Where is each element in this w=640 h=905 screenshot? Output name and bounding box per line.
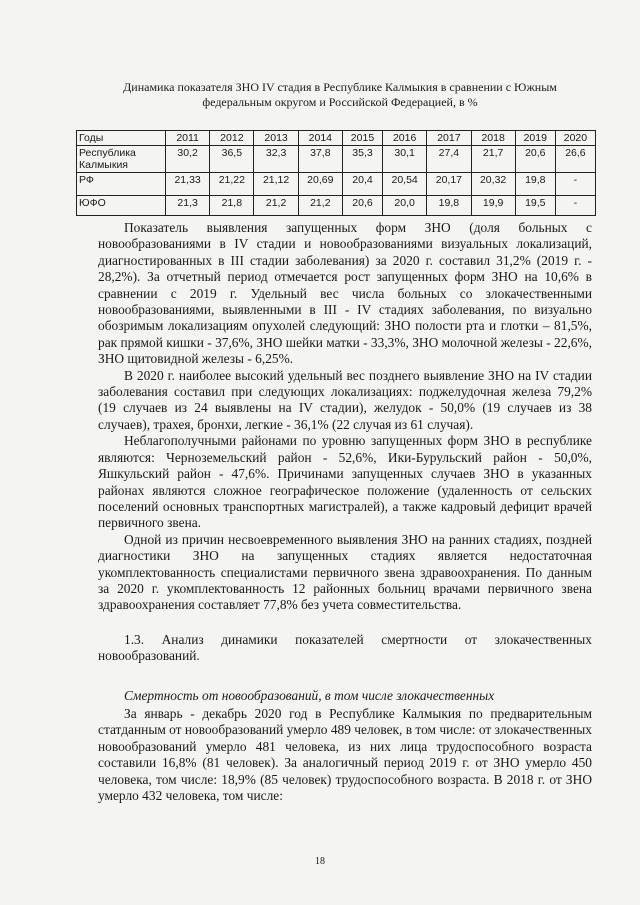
table-cell: 21,2	[254, 196, 298, 216]
table-cell: 20,0	[383, 196, 427, 216]
paragraph: За январь - декабрь 2020 год в Республике Калмыкия по предварительным статданным от новообразований умерло 489 человек, в том числе: от злокачественных новообразований умерло 481 человека, из них лица трудоспособного возраста составили 16,8% (81 человек). За аналогичный период 2019 г. от ЗНО умерло 450 человека, том числе: 18,9% (85 человек) трудоспособного возраста. В 2018 г. от ЗНО умерло 432 человека, том числе:	[98, 706, 592, 804]
section-heading: 1.3. Анализ динамики показателей смертности от злокачественных новообразований.	[98, 632, 592, 664]
header-cell: 2012	[210, 131, 254, 146]
header-cell: Годы	[77, 131, 166, 146]
body-text	[98, 220, 592, 614]
table-cell: 19,8	[515, 173, 555, 196]
table-row	[77, 146, 596, 173]
table-cell: 20,4	[342, 173, 382, 196]
table-cell: 30,1	[383, 146, 427, 173]
paragraph: Показатель выявления запущенных форм ЗНО (доля больных с новообразованиями в IV стадии и новообразованиями визуальных локализаций, диагностированных в III стадии заболевания) за 2020 г. составил 31,2% (2019 г. - 28,2%). За отчетный период отмечается рост запущенных форм ЗНО на 10,6% в сравнении с 2019 г. Удельный вес числа больных со злокачественными новообразованиями, выявленными в III - IV стадиях заболевания, по визуально обозримым локализациям опухолей следующий: ЗНО полости рта и глотки – 81,5%, рак прямой кишки - 37,6%, ЗНО шейки матки - 33,3%, ЗНО молочной железы - 22,6%, ЗНО щитовидной железы - 6,25%.	[98, 220, 592, 367]
table-caption: Динамика показателя ЗНО IV стадия в Республике Калмыкия в сравнении с Южным федеральным округом и Российской Федерацией, в %	[123, 80, 557, 109]
table-row	[77, 196, 596, 216]
table-cell: 32,3	[254, 146, 298, 173]
page-number: 18	[315, 856, 325, 867]
table-cell: 19,5	[515, 196, 555, 216]
table-cell: -	[555, 196, 595, 216]
header-cell: 2014	[298, 131, 342, 146]
stage-iv-table	[76, 130, 596, 216]
table-cell: 21,7	[471, 146, 515, 173]
table-cell: 20,54	[383, 173, 427, 196]
table-cell: 20,17	[427, 173, 471, 196]
paragraph: Одной из причин несвоевременного выявления ЗНО на ранних стадиях, поздней диагностики ЗНО на запущенных стадиях является недостаточная укомплектованность специалистами первичного звена здравоохранения. По данным за 2020 г. укомплектованность 12 районных больниц врачами первичного звена здравоохранения составляет 77,8% без учета совместительства.	[98, 531, 592, 613]
table-cell: 21,8	[210, 196, 254, 216]
table-cell: 37,8	[298, 146, 342, 173]
table-cell: 21,33	[166, 173, 210, 196]
table-cell: 30,2	[166, 146, 210, 173]
paragraph: Неблагополучными районами по уровню запущенных форм ЗНО в республике являются: Черноземельский район - 52,6%, Ики-Бурульский район - 50,0%, Яшкульский район - 47,6%. Причинами запущенных случаев ЗНО в указанных районах являются сложное географическое положение (удаленность от сельских поселений основных транспортных магистралей), а также кадровый дефицит врачей первичного звена.	[98, 433, 592, 531]
header-cell: 2019	[515, 131, 555, 146]
table-cell: 21,22	[210, 173, 254, 196]
paragraph: В 2020 г. наиболее высокий удельный вес позднего выявление ЗНО на IV стадии заболевания составил при следующих локализациях: поджелудочная железа 79,2% (19 случаев из 24 выявлены на IV стадии), желудок - 50,0% (19 случаев из 38 случаев), трахея, бронхи, легкие - 36,1% (22 случая из 61 случая).	[98, 367, 592, 432]
table-cell: -	[555, 173, 595, 196]
header-cell: 2018	[471, 131, 515, 146]
subheading: Смертность от новообразований, в том числе злокачественных	[124, 688, 495, 703]
table-cell: 21,2	[298, 196, 342, 216]
table-cell: 20,69	[298, 173, 342, 196]
table-cell: 36,5	[210, 146, 254, 173]
header-cell: 2013	[254, 131, 298, 146]
table-cell: 21,3	[166, 196, 210, 216]
table-cell: 19,8	[427, 196, 471, 216]
table-cell: 21,12	[254, 173, 298, 196]
table-cell: 26,6	[555, 146, 595, 173]
table-cell: 20,6	[515, 146, 555, 173]
header-cell: 2017	[427, 131, 471, 146]
header-cell: 2011	[166, 131, 210, 146]
table-cell: 19,9	[471, 196, 515, 216]
row-label: Республика Калмыкия	[77, 146, 166, 173]
table-cell: 35,3	[342, 146, 382, 173]
table-header-row	[77, 131, 596, 146]
table-cell: 20,6	[342, 196, 382, 216]
row-label: ЮФО	[77, 196, 166, 216]
lower-text	[98, 706, 592, 804]
header-cell: 2016	[383, 131, 427, 146]
row-label: РФ	[77, 173, 166, 196]
table-cell: 27,4	[427, 146, 471, 173]
header-cell: 2015	[342, 131, 382, 146]
table-row	[77, 173, 596, 196]
table-cell: 20,32	[471, 173, 515, 196]
header-cell: 2020	[555, 131, 595, 146]
